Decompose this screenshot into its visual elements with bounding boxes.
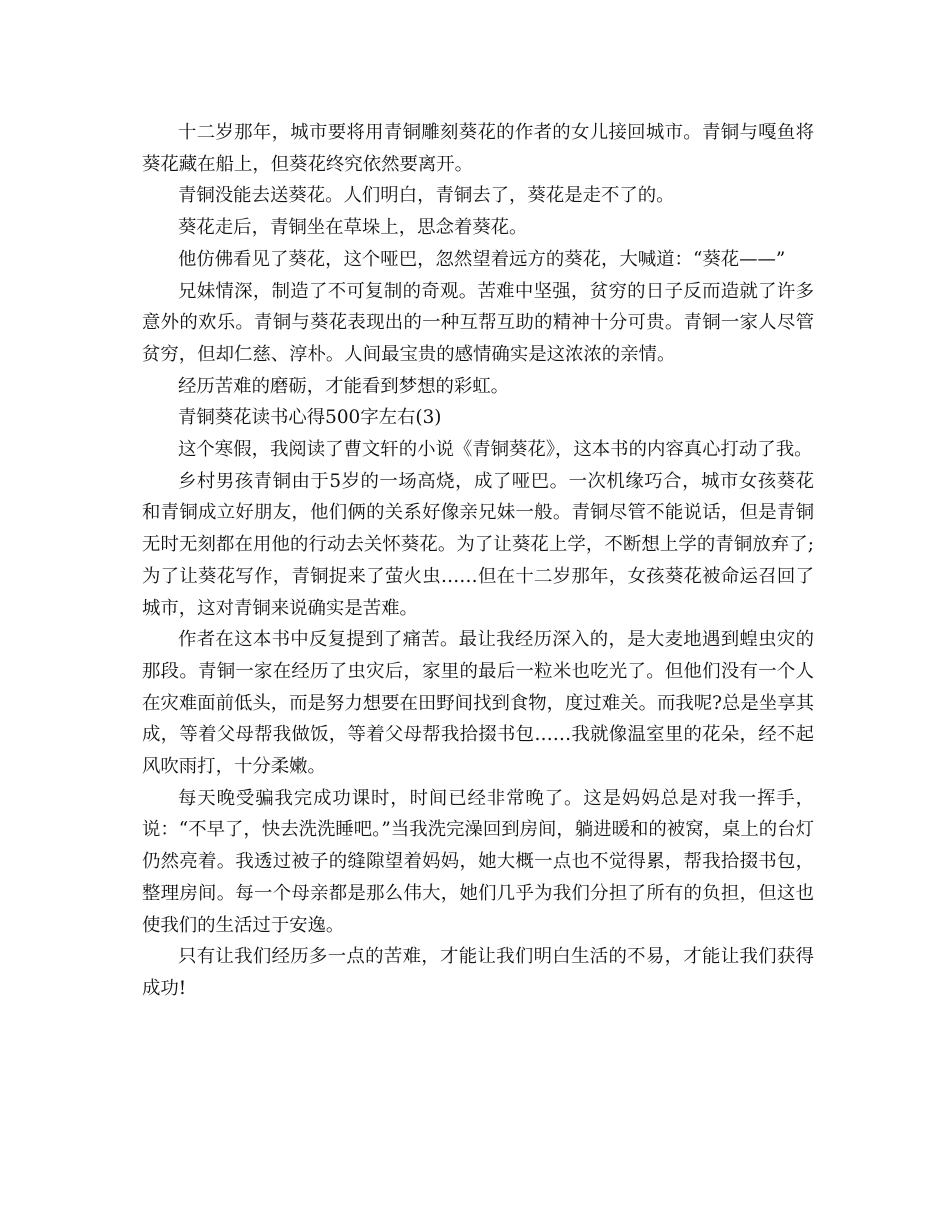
section-heading: 青铜葵花读书心得500字左右(3) — [178, 407, 442, 429]
document-body — [142, 117, 814, 1005]
paragraph: 他仿佛看见了葵花，这个哑巴，忽然望着远方的葵花，大喊道：“葵花——” — [178, 248, 786, 270]
paragraph: 作者在这本书中反复提到了痛苦。最让我经历深入的，是大麦地遇到蝗虫灾的那段。青铜一家在经历了虫灾后，家里的最后一粒米也吃光了。但他们没有一个人在灾难面前低头，而是努力想要在田野间找到食物，度过难关。而我呢?总是坐享其成，等着父母帮我做饭，等着父母帮我拾掇书包……我就像温室里的花朵，经不起风吹雨打，十分柔嫩。 — [142, 629, 814, 778]
paragraph: 葵花走后，青铜坐在草垛上，思念着葵花。 — [178, 217, 528, 239]
paragraph: 青铜没能去送葵花。人们明白，青铜去了，葵花是走不了的。 — [178, 185, 675, 207]
paragraph: 每天晚受骗我完成功课时，时间已经非常晚了。这是妈妈总是对我一挥手，说：“不早了，快去洗洗睡吧。”当我洗完澡回到房间，躺进暖和的被窝，桌上的台灯仍然亮着。我透过被子的缝隙望着妈妈，她大概一点也不觉得累，帮我拾掇书包，整理房间。每一个母亲都是那么伟大，她们几乎为我们分担了所有的负担，但这也使我们的生活过于安逸。 — [142, 787, 814, 936]
paragraph: 只有让我们经历多一点的苦难，才能让我们明白生活的不易，才能让我们获得成功! — [142, 946, 814, 999]
paragraph: 乡村男孩青铜由于5岁的一场高烧，成了哑巴。一次机缘巧合，城市女孩葵花和青铜成立好朋友，他们俩的关系好像亲兄妹一般。青铜尽管不能说话，但是青铜无时无刻都在用他的行动去关怀葵花。为了让葵花上学，不断想上学的青铜放弃了;为了让葵花写作，青铜捉来了萤火虫……但在十二岁那年，女孩葵花被命运召回了城市，这对青铜来说确实是苦难。 — [142, 470, 814, 619]
paragraph: 这个寒假，我阅读了曹文轩的小说《青铜葵花》，这本书的内容真心打动了我。 — [178, 439, 813, 461]
paragraph: 十二岁那年，城市要将用青铜雕刻葵花的作者的女儿接回城市。青铜与嘎鱼将葵花藏在船上，但葵花终究依然要离开。 — [142, 122, 814, 175]
paragraph: 经历苦难的磨砺，才能看到梦想的彩虹。 — [178, 375, 510, 397]
paragraph: 兄妹情深，制造了不可复制的奇观。苦难中坚强，贫穷的日子反而造就了许多意外的欢乐。青铜与葵花表现出的一种互帮互助的精神十分可贵。青铜一家人尽管贫穷，但却仁慈、淳朴。人间最宝贵的感情确实是这浓浓的亲情。 — [142, 280, 814, 365]
